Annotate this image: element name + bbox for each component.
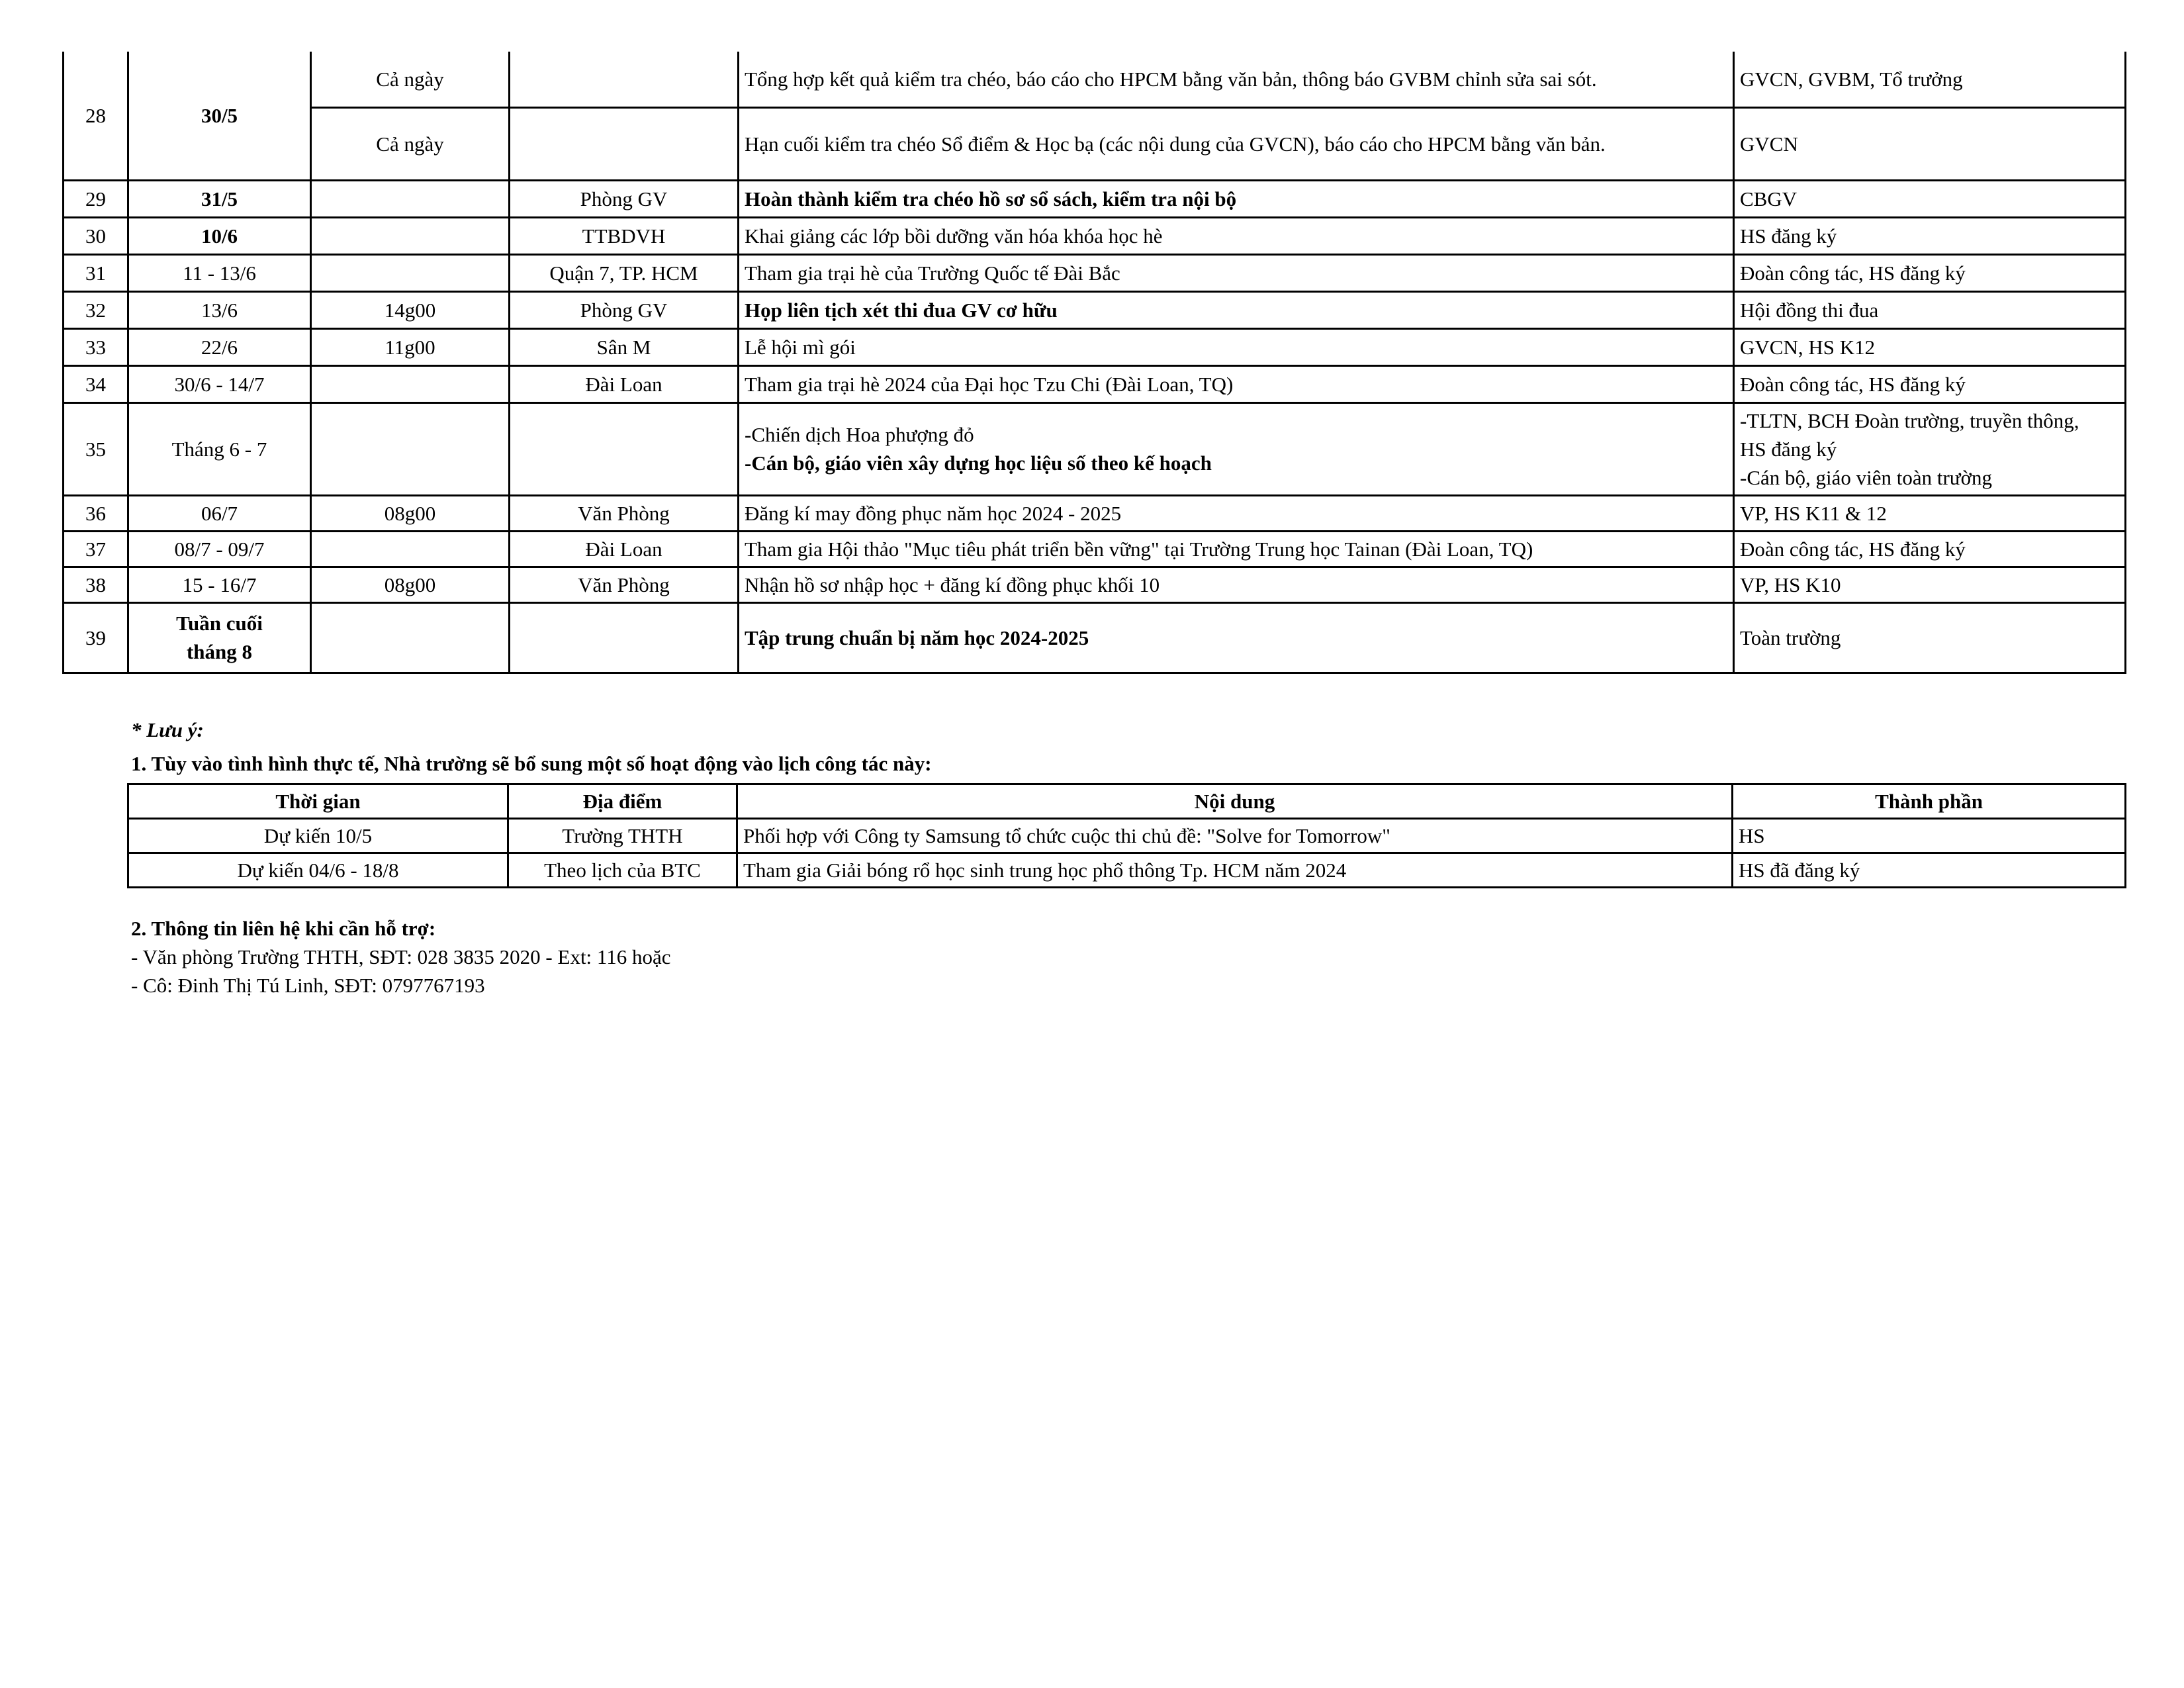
row-content: Tập trung chuẩn bị năm học 2024-2025 bbox=[739, 602, 1734, 673]
row-no: 36 bbox=[64, 495, 128, 531]
row-no: 37 bbox=[64, 531, 128, 567]
row-members: GVCN, HS K12 bbox=[1734, 328, 2126, 365]
note-item-2: 2. Thông tin liên hệ khi cần hỗ trợ: bbox=[131, 917, 436, 940]
table-row bbox=[64, 602, 2126, 673]
table-row bbox=[64, 328, 2126, 365]
row-content: Tham gia Giải bóng rổ học sinh trung học phổ thông Tp. HCM năm 2024 bbox=[737, 853, 1733, 888]
row-date: 15 - 16/7 bbox=[128, 567, 311, 602]
row-no: 33 bbox=[64, 328, 128, 365]
contact-line: - Cô: Đinh Thị Tú Linh, SĐT: 0797767193 bbox=[131, 974, 485, 997]
row-time: 14g00 bbox=[311, 291, 510, 328]
row-date bbox=[128, 602, 311, 673]
row-time bbox=[311, 217, 510, 254]
row-content: Đăng kí may đồng phục năm học 2024 - 2025 bbox=[739, 495, 1734, 531]
row-date: 30/5 bbox=[128, 52, 311, 180]
table-row bbox=[64, 107, 2126, 180]
row-no: 32 bbox=[64, 291, 128, 328]
row-date: 30/6 - 14/7 bbox=[128, 365, 311, 402]
row-members: GVCN bbox=[1734, 107, 2126, 180]
supplement-table bbox=[127, 783, 2126, 888]
row-place: Trường THTH bbox=[508, 819, 737, 853]
table-row bbox=[64, 217, 2126, 254]
row-time bbox=[311, 602, 510, 673]
table-row bbox=[64, 567, 2126, 602]
row-date: 13/6 bbox=[128, 291, 311, 328]
row-members: Toàn trường bbox=[1734, 602, 2126, 673]
row-time bbox=[311, 254, 510, 291]
header-content: Nội dung bbox=[737, 784, 1733, 819]
date-line: tháng 8 bbox=[186, 640, 253, 663]
header-time: Thời gian bbox=[128, 784, 508, 819]
row-time: Dự kiến 04/6 - 18/8 bbox=[128, 853, 508, 888]
row-members: Đoàn công tác, HS đăng ký bbox=[1734, 365, 2126, 402]
row-place: Đài Loan bbox=[510, 531, 739, 567]
row-date: 31/5 bbox=[128, 180, 311, 217]
row-time bbox=[311, 402, 510, 495]
row-date: Tháng 6 - 7 bbox=[128, 402, 311, 495]
row-place: Sân M bbox=[510, 328, 739, 365]
row-members: HS đăng ký bbox=[1734, 217, 2126, 254]
row-content: Tham gia trại hè của Trường Quốc tế Đài Bắc bbox=[739, 254, 1734, 291]
table-row bbox=[128, 853, 2126, 888]
row-content: Họp liên tịch xét thi đua GV cơ hữu bbox=[739, 291, 1734, 328]
row-place: Theo lịch của BTC bbox=[508, 853, 737, 888]
contact-line: - Văn phòng Trường THTH, SĐT: 028 3835 2020 - Ext: 116 hoặc bbox=[131, 945, 671, 968]
row-no: 29 bbox=[64, 180, 128, 217]
row-content bbox=[739, 402, 1734, 495]
table-row bbox=[64, 365, 2126, 402]
row-time bbox=[311, 180, 510, 217]
row-content: Tổng hợp kết quả kiểm tra chéo, báo cáo cho HPCM bằng văn bản, thông báo GVBM chỉnh sửa sai sót. bbox=[739, 52, 1734, 107]
row-place: Văn Phòng bbox=[510, 495, 739, 531]
row-no: 38 bbox=[64, 567, 128, 602]
row-time bbox=[311, 531, 510, 567]
table-row bbox=[64, 254, 2126, 291]
content-line: -Chiến dịch Hoa phượng đỏ bbox=[745, 423, 974, 446]
row-no: 31 bbox=[64, 254, 128, 291]
row-members: CBGV bbox=[1734, 180, 2126, 217]
row-members: VP, HS K10 bbox=[1734, 567, 2126, 602]
header-place: Địa điểm bbox=[508, 784, 737, 819]
members-line: -TLTN, BCH Đoàn trường, truyền thông, bbox=[1740, 408, 2079, 432]
row-place bbox=[510, 402, 739, 495]
table-row bbox=[64, 402, 2126, 495]
table-row bbox=[64, 531, 2126, 567]
row-place bbox=[510, 107, 739, 180]
members-line: HS đăng ký bbox=[1740, 437, 1837, 461]
row-time: Dự kiến 10/5 bbox=[128, 819, 508, 853]
members-line: -Cán bộ, giáo viên toàn trường bbox=[1740, 465, 1993, 489]
table-row bbox=[64, 291, 2126, 328]
table-header-row bbox=[128, 784, 2126, 819]
row-no: 35 bbox=[64, 402, 128, 495]
row-place: Phòng GV bbox=[510, 291, 739, 328]
row-no: 39 bbox=[64, 602, 128, 673]
table-row bbox=[64, 495, 2126, 531]
note-title: * Lưu ý: bbox=[131, 718, 204, 741]
row-time: Cả ngày bbox=[311, 52, 510, 107]
row-time: 08g00 bbox=[311, 495, 510, 531]
row-date: 11 - 13/6 bbox=[128, 254, 311, 291]
row-place bbox=[510, 52, 739, 107]
date-line: Tuần cuối bbox=[176, 612, 263, 635]
row-no: 30 bbox=[64, 217, 128, 254]
row-members: Đoàn công tác, HS đăng ký bbox=[1734, 531, 2126, 567]
row-time: 11g00 bbox=[311, 328, 510, 365]
row-time bbox=[311, 365, 510, 402]
row-members: GVCN, GVBM, Tổ trưởng bbox=[1734, 52, 2126, 107]
row-no: 34 bbox=[64, 365, 128, 402]
row-place bbox=[510, 602, 739, 673]
row-members: Hội đồng thi đua bbox=[1734, 291, 2126, 328]
row-content: Phối hợp với Công ty Samsung tổ chức cuộc thi chủ đề: "Solve for Tomorrow" bbox=[737, 819, 1733, 853]
row-content: Lễ hội mì gói bbox=[739, 328, 1734, 365]
row-no: 28 bbox=[64, 52, 128, 180]
row-content: Tham gia trại hè 2024 của Đại học Tzu Chi (Đài Loan, TQ) bbox=[739, 365, 1734, 402]
note-item-1: 1. Tùy vào tình hình thực tế, Nhà trường sẽ bổ sung một số hoạt động vào lịch công tác này: bbox=[131, 752, 932, 775]
row-members: HS đã đăng ký bbox=[1733, 853, 2126, 888]
row-content: Hạn cuối kiểm tra chéo Sổ điểm & Học bạ (các nội dung của GVCN), báo cáo cho HPCM bằng văn bản. bbox=[739, 107, 1734, 180]
row-date: 22/6 bbox=[128, 328, 311, 365]
schedule-table bbox=[62, 52, 2126, 674]
row-time: 08g00 bbox=[311, 567, 510, 602]
row-date: 06/7 bbox=[128, 495, 311, 531]
row-content: Tham gia Hội thảo "Mục tiêu phát triển bền vững" tại Trường Trung học Tainan (Đài Loan, TQ) bbox=[739, 531, 1734, 567]
row-place: Phòng GV bbox=[510, 180, 739, 217]
table-row bbox=[128, 819, 2126, 853]
table-row bbox=[64, 52, 2126, 107]
row-place: TTBDVH bbox=[510, 217, 739, 254]
row-content: Nhận hồ sơ nhập học + đăng kí đồng phục khối 10 bbox=[739, 567, 1734, 602]
row-date: 10/6 bbox=[128, 217, 311, 254]
row-place: Quận 7, TP. HCM bbox=[510, 254, 739, 291]
row-members: HS bbox=[1733, 819, 2126, 853]
row-place: Đài Loan bbox=[510, 365, 739, 402]
header-members: Thành phần bbox=[1733, 784, 2126, 819]
row-members: Đoàn công tác, HS đăng ký bbox=[1734, 254, 2126, 291]
content-line: -Cán bộ, giáo viên xây dựng học liệu số theo kế hoạch bbox=[745, 451, 1212, 475]
row-time: Cả ngày bbox=[311, 107, 510, 180]
row-content: Hoàn thành kiểm tra chéo hồ sơ sổ sách, kiểm tra nội bộ bbox=[739, 180, 1734, 217]
row-content: Khai giảng các lớp bồi dưỡng văn hóa khóa học hè bbox=[739, 217, 1734, 254]
row-members: VP, HS K11 & 12 bbox=[1734, 495, 2126, 531]
row-members bbox=[1734, 402, 2126, 495]
row-place: Văn Phòng bbox=[510, 567, 739, 602]
row-date: 08/7 - 09/7 bbox=[128, 531, 311, 567]
table-row bbox=[64, 180, 2126, 217]
